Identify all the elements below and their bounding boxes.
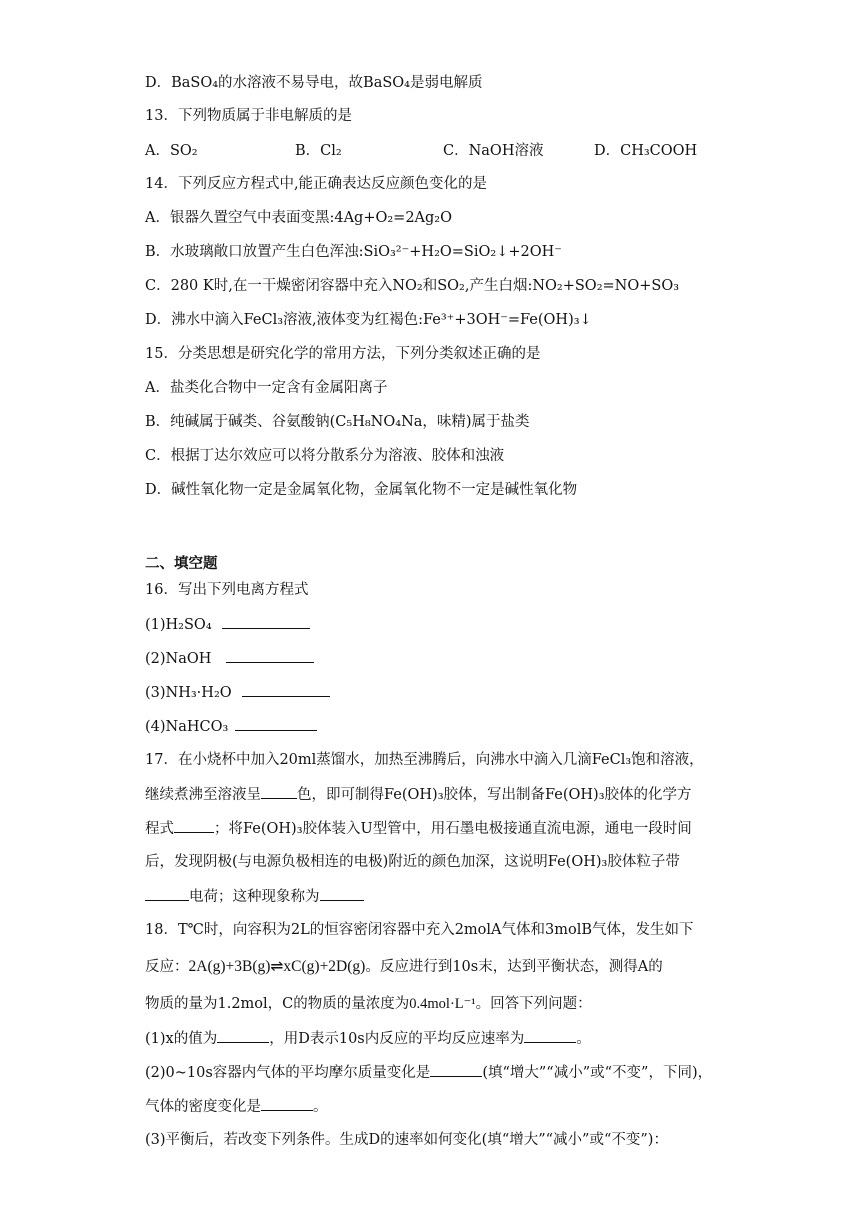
q13-option-c: C．NaOH溶液 xyxy=(443,143,544,159)
q18-text: 。 xyxy=(313,1099,328,1115)
q17-line-2 xyxy=(145,784,692,805)
q14-stem: 14．下列反应方程式中,能正确表达反应颜色变化的是 xyxy=(145,176,488,192)
q16-item-4 xyxy=(145,716,317,737)
answer-blank[interactable] xyxy=(261,1096,313,1111)
q15-option-d: D．碱性氧化物一定是金属氧化物，金属氧化物不一定是碱性氧化物 xyxy=(145,482,578,498)
answer-blank[interactable] xyxy=(145,886,189,901)
q18-line-1: 18．T℃时，向容积为2L的恒容密闭容器中充入2molA气体和3molB气体，发生如下 xyxy=(145,922,694,938)
q18-text: (填“增大”“减小”或“不变”，下同)， xyxy=(482,1065,713,1081)
answer-blank[interactable] xyxy=(261,784,297,799)
q16-stem: 16．写出下列电离方程式 xyxy=(145,582,309,598)
q16-item-1 xyxy=(145,614,310,635)
concentration-value: 0.4mol·L⁻¹ xyxy=(409,996,476,1012)
answer-blank[interactable] xyxy=(320,886,364,901)
q17-text: ；将Fe(OH)₃胶体装入U型管中，用石墨电极接通直流电源，通电一段时间 xyxy=(214,821,692,837)
q18-text: 。 xyxy=(576,1031,591,1047)
q18-part-3: (3)平衡后，若改变下列条件。生成D的速率如何变化(填“增大”“减小”或“不变”)： xyxy=(145,1132,668,1148)
q18-part-2 xyxy=(145,1062,712,1083)
q18-line-2 xyxy=(145,957,663,977)
q15-option-b: B．纯碱属于碱类、谷氨酸钠(C₅H₈NO₄Na，味精)属于盐类 xyxy=(145,414,530,430)
q17-text: 程式 xyxy=(145,821,174,837)
answer-blank[interactable] xyxy=(524,1028,576,1043)
q18-text: (2)0~10s容器内气体的平均摩尔质量变化是 xyxy=(145,1065,431,1081)
q12-option-d: D．BaSO₄的水溶液不易导电，故BaSO₄是弱电解质 xyxy=(145,75,483,91)
q17-line-1: 17．在小烧杯中加入20ml蒸馏水，加热至沸腾后，向沸水中滴入几滴FeCl₃饱和溶液， xyxy=(145,752,704,768)
q18-text: 反应： xyxy=(145,959,189,975)
answer-blank[interactable] xyxy=(222,614,310,629)
answer-blank[interactable] xyxy=(242,682,330,697)
q13-option-d: D．CH₃COOH xyxy=(594,143,698,159)
q17-line-3 xyxy=(145,818,692,839)
q15-stem: 15．分类思想是研究化学的常用方法，下列分类叙述正确的是 xyxy=(145,346,541,362)
q17-text: 继续煮沸至溶液呈 xyxy=(145,787,261,803)
q17-line-5 xyxy=(145,886,364,907)
q16-item-1-label: (1)H₂SO₄ xyxy=(145,617,212,633)
q18-text: 物质的量为1.2mol，C的物质的量浓度为 xyxy=(145,996,410,1012)
q14-option-a: A．银器久置空气中表面变黑:4Ag+O₂=2Ag₂O xyxy=(145,210,453,226)
q18-part-1 xyxy=(145,1028,591,1049)
q17-line-4: 后，发现阴极(与电源负极相连的电极)附近的颜色加深，这说明Fe(OH)₃胶体粒子带 xyxy=(145,854,680,870)
q16-item-4-label: (4)NaHCO₃ xyxy=(145,719,229,735)
q16-item-3 xyxy=(145,682,330,703)
q14-option-b: B．水玻璃敞口放置产生白色浑浊:SiO₃²⁻+H₂O=SiO₂↓+2OH⁻ xyxy=(145,244,562,260)
q14-option-d: D．沸水中滴入FeCl₃溶液,液体变为红褐色:Fe³⁺+3OH⁻=Fe(OH)₃↓ xyxy=(145,312,592,328)
q13-option-a: A．SO₂ xyxy=(145,143,198,159)
q18-part-2-cont xyxy=(145,1096,328,1117)
q18-text: 气体的密度变化是 xyxy=(145,1099,261,1115)
reaction-equation: 2A(g)+3B(g)⇌xC(g)+2D(g) xyxy=(188,958,366,975)
q14-option-c: C．280 K时,在一干燥密闭容器中充入NO₂和SO₂,产生白烟:NO₂+SO₂=NO+SO₃ xyxy=(145,278,680,294)
answer-blank[interactable] xyxy=(235,716,317,731)
q18-line-3 xyxy=(145,994,592,1014)
q15-option-c: C．根据丁达尔效应可以将分散系分为溶液、胶体和浊液 xyxy=(145,448,505,464)
answer-blank[interactable] xyxy=(174,818,214,833)
answer-blank[interactable] xyxy=(226,648,314,663)
q13-option-b: B．Cl₂ xyxy=(295,143,342,159)
answer-blank[interactable] xyxy=(430,1062,482,1077)
q18-text: 。反应进行到10s末，达到平衡状态，测得A的 xyxy=(365,959,663,975)
q17-text: 电荷；这种现象称为 xyxy=(189,889,320,905)
q17-text: 色，即可制得Fe(OH)₃胶体，写出制备Fe(OH)₃胶体的化学方 xyxy=(297,787,692,803)
q15-option-a: A．盐类化合物中一定含有金属阳离子 xyxy=(145,380,388,396)
q18-text: 。回答下列问题： xyxy=(475,996,592,1012)
q18-text: (1)x的值为 xyxy=(145,1031,218,1047)
q18-text: ，用D表示10s内反应的平均反应速率为 xyxy=(269,1031,525,1047)
q16-item-2 xyxy=(145,648,314,669)
q13-stem: 13．下列物质属于非电解质的是 xyxy=(145,108,352,124)
q16-item-3-label: (3)NH₃·H₂O xyxy=(145,685,232,701)
q16-item-2-label: (2)NaOH xyxy=(145,651,212,667)
section-title: 二、填空题 xyxy=(145,555,218,572)
answer-blank[interactable] xyxy=(217,1028,269,1043)
